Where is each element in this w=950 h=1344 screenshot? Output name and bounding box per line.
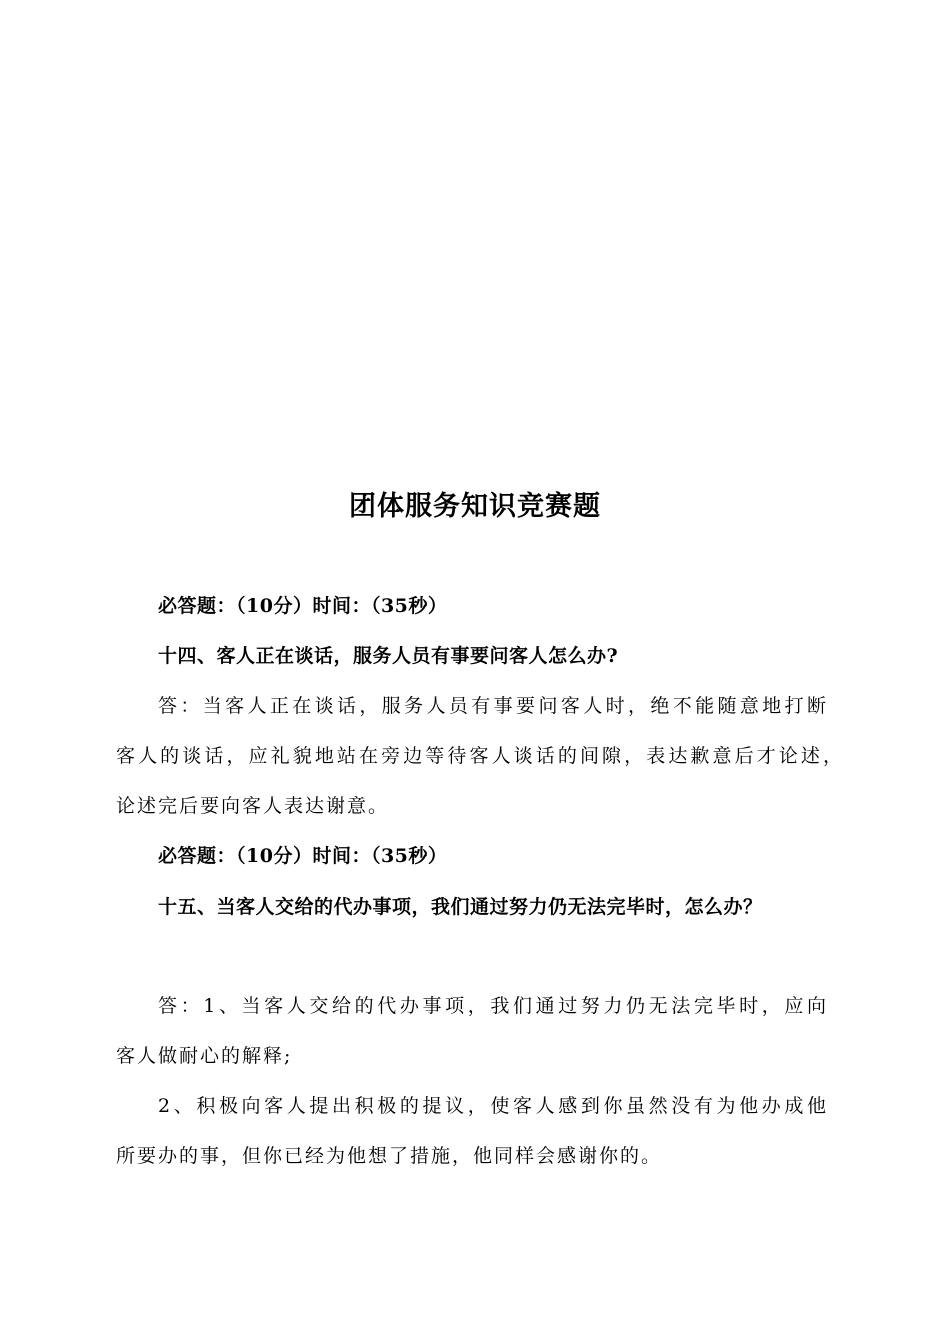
- question-text: 十五、当客人交给的代办事项，我们通过努力仍无法完毕时，怎么办？: [158, 896, 763, 918]
- answer-line: 所要办的事，但你已经为他想了措施，他同样会感谢你的。: [116, 1145, 663, 1167]
- answer-line: 答：当客人正在谈话，服务人员有事要问客人时，绝不能随意地打断: [158, 695, 828, 717]
- answer-line: 2、积极向客人提出积极的提议，使客人感到你虽然没有为他办成他: [158, 1095, 828, 1117]
- answer-line: 答：1、当客人交给的代办事项，我们通过努力仍无法完毕时，应向: [158, 995, 828, 1017]
- question-text: 十四、客人正在谈话，服务人员有事要问客人怎么办?: [158, 645, 619, 667]
- section-header: 必答题：（10分）时间：（35秒）: [158, 595, 448, 617]
- section-header: 必答题：（10分）时间：（35秒）: [158, 845, 448, 867]
- answer-line: 论述完后要向客人表达谢意。: [116, 795, 390, 817]
- answer-line: 客人做耐心的解释;: [116, 1045, 293, 1067]
- answer-line: 客人的谈话，应礼貌地站在旁边等待客人谈话的间隙，表达歉意后才论述，: [116, 745, 844, 767]
- document-title: 团体服务知识竞赛题: [349, 491, 601, 522]
